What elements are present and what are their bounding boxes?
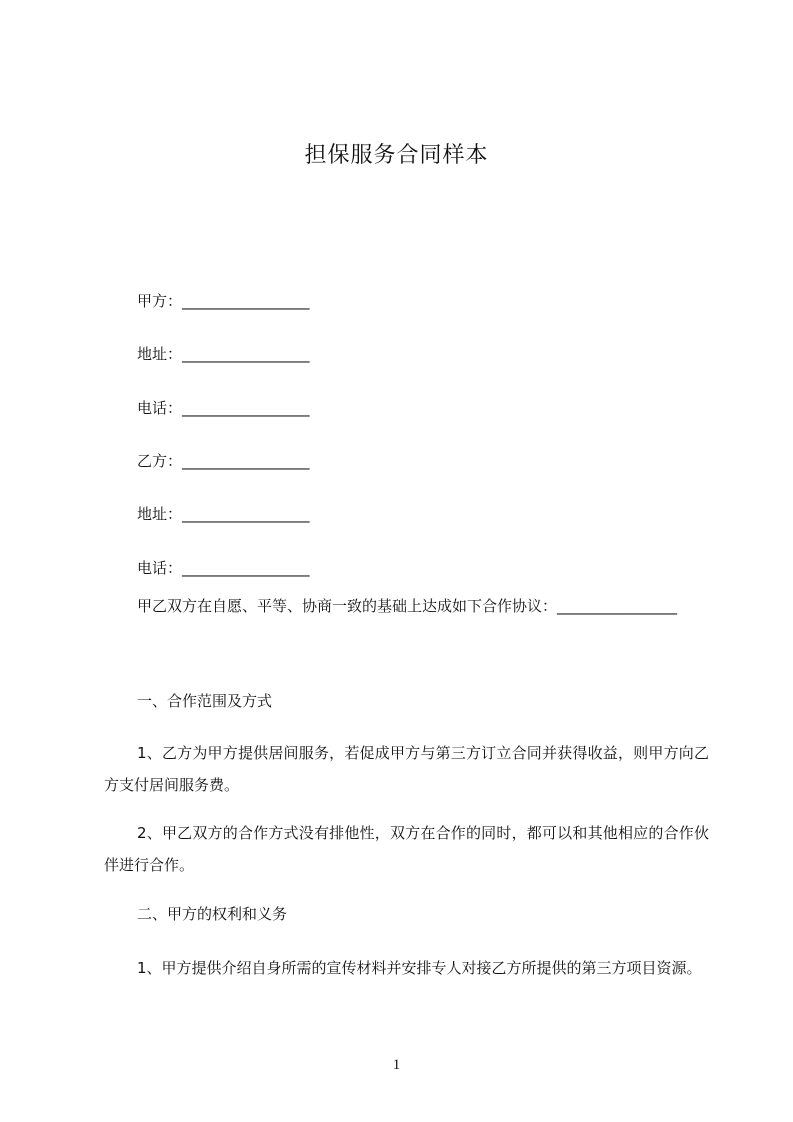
field-label: 乙方： — [137, 452, 183, 470]
field-label: 地址： — [137, 345, 183, 363]
party-b-phone-field — [137, 557, 310, 579]
fill-blank: _________________ — [182, 559, 310, 577]
intro-paragraph: 甲乙双方在自愿、平等、协商一致的基础上达成如下合作协议：________________ — [137, 597, 678, 615]
fill-blank: _________________ — [182, 399, 310, 417]
field-label: 甲方： — [137, 292, 183, 310]
party-a-address-field — [137, 343, 310, 365]
field-label: 电话： — [137, 399, 183, 417]
clause-1-1: 1、乙方为甲方提供居间服务，若促成甲方与第三方订立合同并获得收益，则甲方向乙方支付居间服务费。 — [104, 744, 709, 794]
section-heading-2: 二、甲方的权利和义务 — [137, 905, 288, 923]
field-label: 电话： — [137, 559, 183, 577]
clause-1-2: 2、甲乙双方的合作方式没有排他性，双方在合作的同时，都可以和其他相应的合作伙伴进行合作。 — [104, 824, 709, 874]
party-a-phone-field — [137, 397, 310, 419]
clause-2-1: 1、甲方提供介绍自身所需的宣传材料并安排专人对接乙方所提供的第三方项目资源。 — [137, 959, 702, 977]
party-b-address-field — [137, 503, 310, 525]
document-title: 担保服务合同样本 — [304, 143, 489, 168]
field-label: 地址： — [137, 505, 183, 523]
fill-blank: _________________ — [182, 452, 310, 470]
party-b-field — [137, 450, 310, 472]
party-a-field — [137, 290, 310, 312]
fill-blank: _________________ — [182, 292, 310, 310]
fill-blank: _________________ — [182, 345, 310, 363]
page-number: 1 — [392, 1057, 401, 1073]
fill-blank: _________________ — [182, 505, 310, 523]
section-heading-1: 一、合作范围及方式 — [137, 692, 273, 710]
